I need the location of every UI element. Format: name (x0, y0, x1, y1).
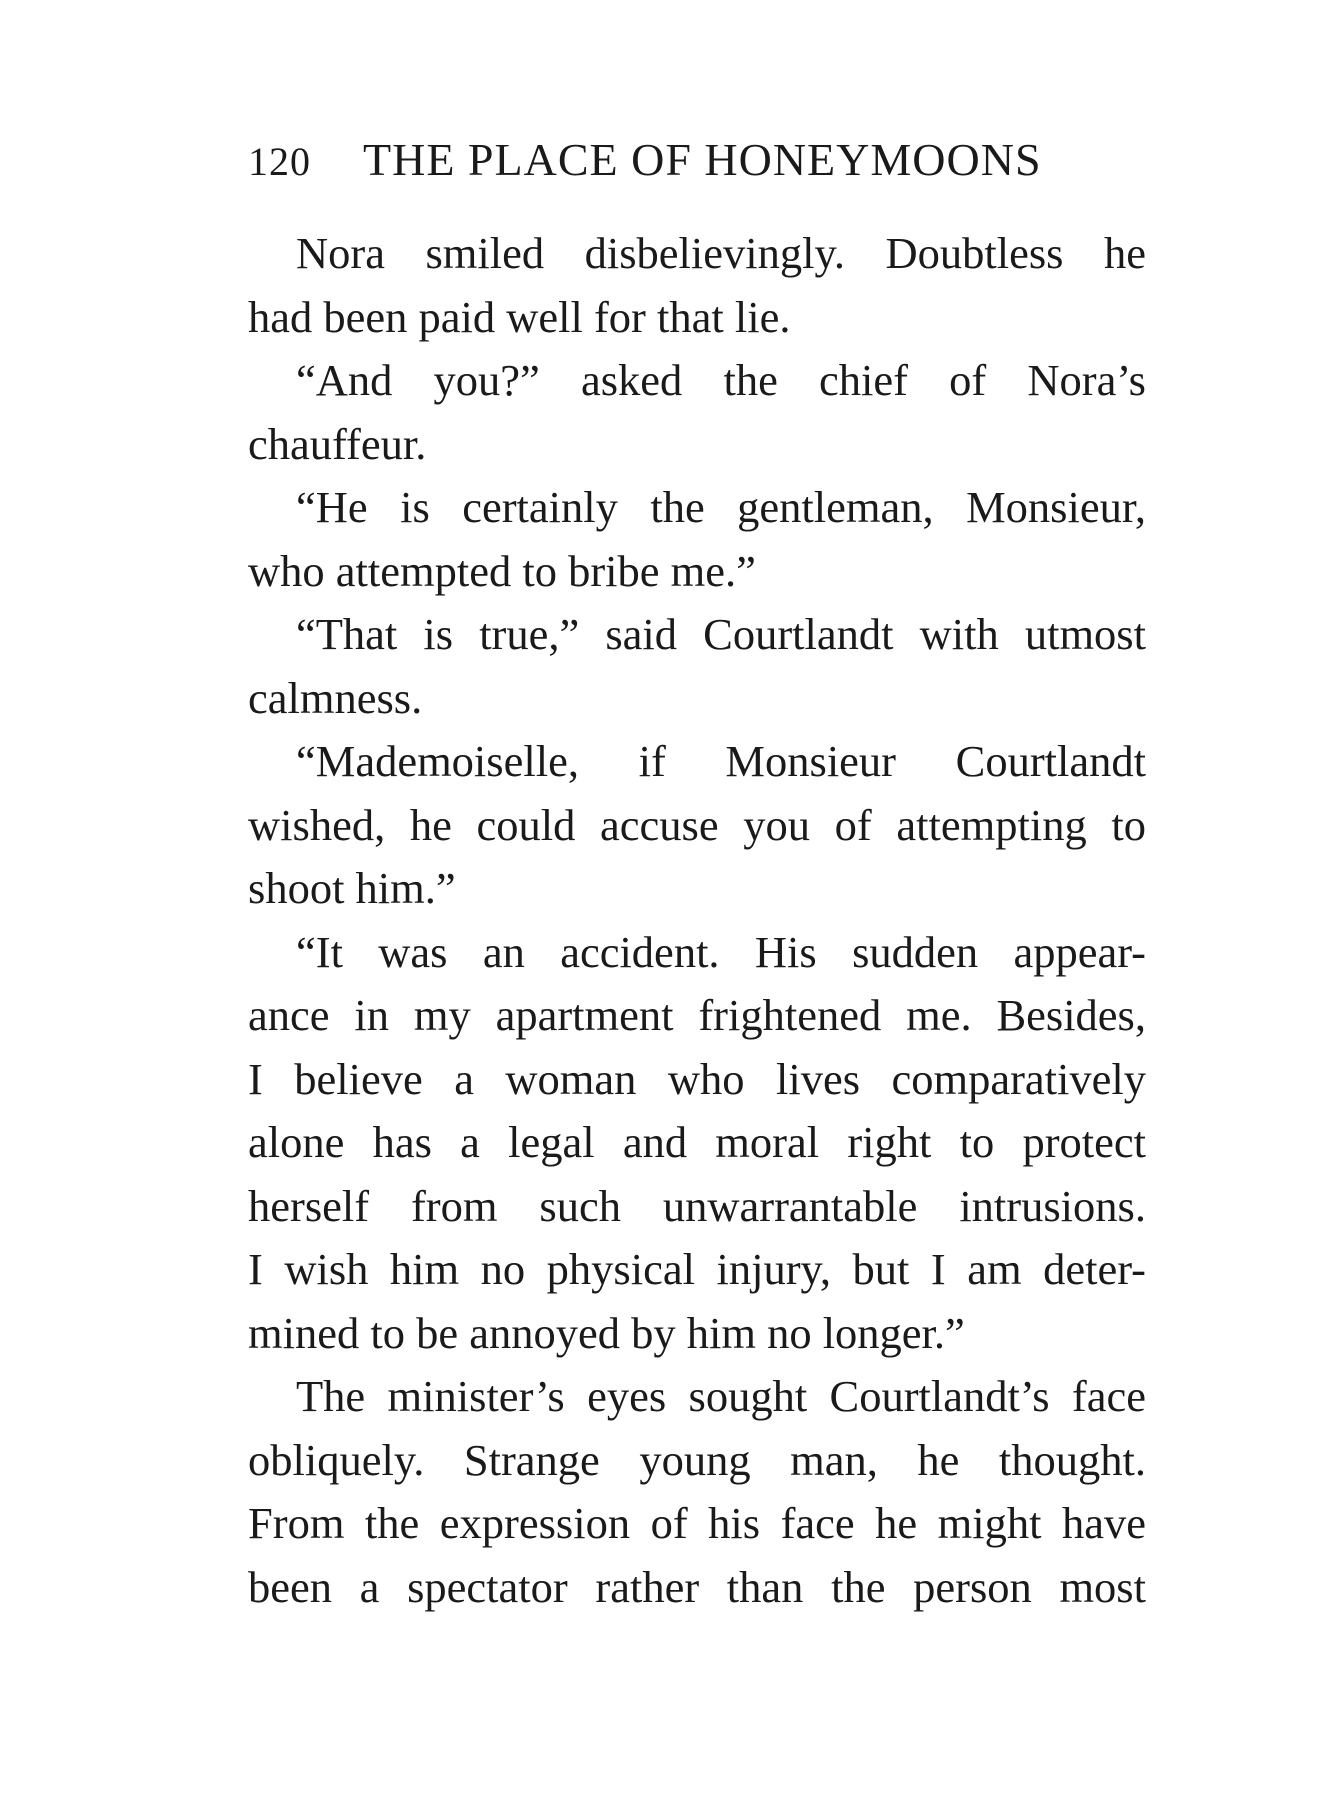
running-header (248, 130, 1148, 190)
text-line: shoot him.” (248, 863, 456, 913)
running-title: THE PLACE OF HONEYMOONS (363, 134, 1042, 185)
page-number: 120 (248, 139, 311, 184)
text-line: herself from such unwarrantable intrusions. (248, 1180, 1146, 1231)
paragraph (248, 603, 1146, 730)
text-line: calmness. (248, 672, 423, 723)
text-line: “He is certainly the gentleman, Monsieur, (296, 482, 1146, 532)
paragraph (248, 921, 1146, 1366)
text-line: ance in my apartment frightened me. Besides, (248, 990, 1146, 1040)
text-line: obliquely. Strange young man, he thought. (248, 1434, 1146, 1485)
text-line: I wish him no physical injury, but I am deter- (248, 1244, 1146, 1294)
text-line: From the expression of his face he might have (248, 1498, 1146, 1548)
paragraph (248, 730, 1146, 921)
text-line: Nora smiled disbelievingly. Doubtless he (296, 228, 1146, 278)
text-line: The minister’s eyes sought Courtlandt’s face (296, 1371, 1146, 1421)
paragraph (248, 476, 1146, 603)
text-line: had been paid well for that lie. (248, 291, 791, 342)
paragraph (248, 222, 1146, 349)
paragraph (248, 1365, 1146, 1619)
text-line: “Mademoiselle, if Monsieur Courtlandt (296, 736, 1146, 786)
text-line: alone has a legal and moral right to protect (248, 1117, 1146, 1167)
text-line: mined to be annoyed by him no longer.” (248, 1307, 965, 1358)
body-text (248, 222, 1146, 1619)
text-line: chauffeur. (248, 418, 427, 469)
text-line: I believe a woman who lives comparatively (248, 1053, 1146, 1104)
text-line: “That is true,” said Courtlandt with utmost (296, 609, 1146, 659)
paragraph (248, 349, 1146, 476)
text-line: who attempted to bribe me.” (248, 545, 756, 596)
text-line: wished, he could accuse you of attempting to (248, 799, 1146, 850)
text-line: been a spectator rather than the person most (248, 1561, 1146, 1612)
text-line: “It was an accident. His sudden appear- (296, 926, 1146, 977)
text-line: “And you?” asked the chief of Nora’s (296, 355, 1146, 405)
